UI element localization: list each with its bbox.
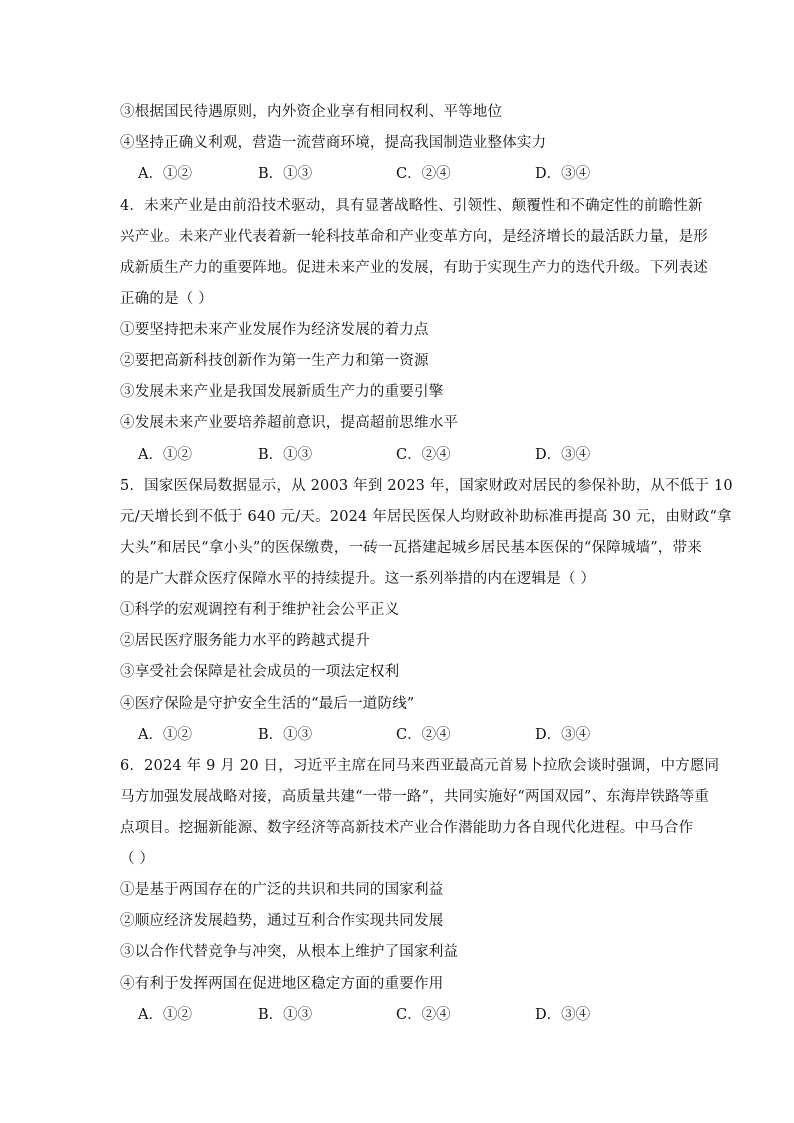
q6-stem-line-4: （ ） xyxy=(120,851,155,867)
q4-choice-c: C．②④ xyxy=(396,447,451,463)
q4-option-1: ①要坚持把未来产业发展作为经济发展的着力点 xyxy=(120,322,429,338)
q5-option-4: ④医疗保险是守护安全生活的“最后一道防线” xyxy=(120,696,415,712)
q3-choice-c: C．②④ xyxy=(396,166,451,182)
q4-choice-a: A．①② xyxy=(138,447,192,463)
q4-stem-line-4: 正确的是（ ） xyxy=(120,291,214,307)
q5-stem-line-2: 元/天增长到不低于 640 元/天。2024 年居民医保人均财政补助标准再提高 30 元，由财政“拿 xyxy=(120,509,732,525)
q6-option-1: ①是基于两国存在的广泛的共识和共同的国家利益 xyxy=(120,882,444,898)
q5-choice-a: A．①② xyxy=(138,727,192,743)
q3-choice-a: A．①② xyxy=(138,166,192,182)
q6-answer-choices xyxy=(138,1005,678,1025)
q6-choice-d: D．③④ xyxy=(535,1007,591,1023)
q5-choice-b: B．①③ xyxy=(258,727,313,743)
q3-option-4: ④坚持正确义利观，营造一流营商环境，提高我国制造业整体实力 xyxy=(120,135,547,151)
q6-choice-c: C．②④ xyxy=(396,1007,451,1023)
q3-choice-d: D．③④ xyxy=(535,166,591,182)
q6-option-4: ④有利于发挥两国在促进地区稳定方面的重要作用 xyxy=(120,976,444,992)
q4-option-2: ②要把高新科技创新作为第一生产力和第一资源 xyxy=(120,353,429,369)
q4-stem-line-3: 成新质生产力的重要阵地。促进未来产业的发展，有助于实现生产力的迭代升级。下列表述 xyxy=(120,260,708,276)
q5-option-1: ①科学的宏观调控有利于维护社会公平正义 xyxy=(120,602,400,618)
q4-choice-d: D．③④ xyxy=(535,447,591,463)
q6-option-3: ③以合作代替竞争与冲突，从根本上维护了国家利益 xyxy=(120,944,459,960)
q5-stem-line-3: 大头”和居民“拿小头”的医保缴费，一砖一瓦搭建起城乡居民基本医保的“保障城墙”，带来 xyxy=(120,540,702,556)
q4-option-4: ④发展未来产业要培养超前意识，提高超前思维水平 xyxy=(120,415,459,431)
q6-stem-line-2: 马方加强发展战略对接，高质量共建“一带一路”，共同实施好“两国双园”、东海岸铁路等重 xyxy=(120,789,710,805)
q6-stem-line-1: 6．2024 年 9 月 20 日，习近平主席在同马来西亚最高元首易卜拉欣会谈时强调，中方愿同 xyxy=(120,758,720,774)
q5-option-2: ②居民医疗服务能力水平的跨越式提升 xyxy=(120,633,370,649)
q6-choice-a: A．①② xyxy=(138,1007,192,1023)
q5-option-3: ③享受社会保障是社会成员的一项法定权利 xyxy=(120,664,400,680)
q5-choice-d: D．③④ xyxy=(535,727,591,743)
q5-choice-c: C．②④ xyxy=(396,727,451,743)
q4-option-3: ③发展未来产业是我国发展新质生产力的重要引擎 xyxy=(120,384,444,400)
q6-stem-line-3: 点项目。挖掘新能源、数字经济等高新技术产业合作潜能助力各自现代化进程。中马合作 xyxy=(120,820,694,836)
q5-stem-line-4: 的是广大群众医疗保障水平的持续提升。这一系列举措的内在逻辑是（ ） xyxy=(120,571,596,587)
q3-option-3: ③根据国民待遇原则，内外资企业享有相同权利、平等地位 xyxy=(120,104,503,120)
q3-choice-b: B．①③ xyxy=(258,166,313,182)
q3-answer-choices xyxy=(138,164,678,184)
q5-stem-line-1: 5．国家医保局数据显示，从 2003 年到 2023 年，国家财政对居民的参保补助，从不低于 10 xyxy=(120,478,733,494)
q6-option-2: ②顺应经济发展趋势，通过互利合作实现共同发展 xyxy=(120,913,444,929)
q5-answer-choices xyxy=(138,725,678,745)
q4-choice-b: B．①③ xyxy=(258,447,313,463)
q4-answer-choices xyxy=(138,445,678,465)
q4-stem-line-2: 兴产业。未来产业代表着新一轮科技革命和产业变革方向，是经济增长的最活跃力量，是形 xyxy=(120,229,708,245)
q6-choice-b: B．①③ xyxy=(258,1007,313,1023)
q4-stem-line-1: 4．未来产业是由前沿技术驱动，具有显著战略性、引领性、颠覆性和不确定性的前瞻性新 xyxy=(120,198,703,214)
